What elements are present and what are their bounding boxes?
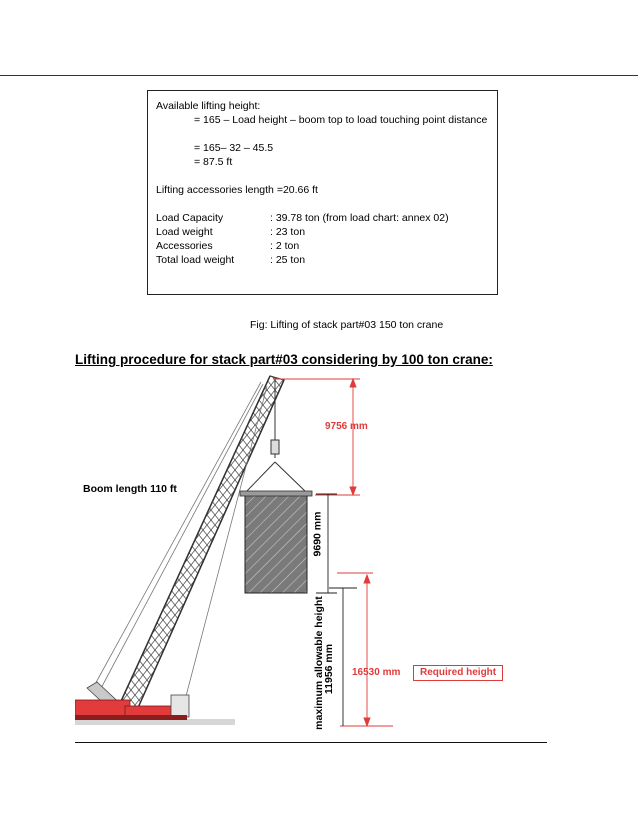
row-value-accessories: : 2 ton: [270, 240, 300, 252]
crane-drawing: [75, 370, 545, 740]
calc-line-substitution: = 165– 32 – 45.5: [194, 142, 274, 154]
top-dimension-label: 9756 mm: [325, 421, 368, 432]
figure-caption: Fig: Lifting of stack part#03 150 ton crane: [250, 319, 444, 331]
calc-line-formula: = 165 – Load height – boom top to load touching point distance: [194, 114, 488, 126]
row-label-load-capacity: Load Capacity: [156, 212, 224, 224]
boom-length-label: Boom length 110 ft: [83, 483, 177, 495]
row-label-total-load: Total load weight: [156, 254, 235, 266]
stack-load: [245, 494, 307, 593]
load-lifting-beam: [240, 491, 312, 496]
max-height-label: maximum allowable height: [312, 596, 325, 730]
required-height-label: Required height: [413, 665, 503, 681]
crane-figure: [75, 370, 545, 740]
calculation-box: [147, 90, 498, 295]
calc-line-result: = 87.5 ft: [194, 156, 233, 168]
calc-line-accessories-length: Lifting accessories length =20.66 ft: [156, 184, 318, 196]
calc-line-available-height: Available lifting height:: [156, 100, 261, 112]
bottom-dimension-label: 16530 mm: [352, 667, 401, 678]
row-value-load-capacity: : 39.78 ton (from load chart: annex 02): [270, 212, 449, 224]
header-rule: [0, 75, 638, 76]
row-value-load-weight: : 23 ton: [270, 226, 306, 238]
footer-rule: [75, 742, 547, 743]
load-height-dimension-label: 9690 mm: [311, 511, 324, 557]
max-height-value: 11956 mm: [323, 643, 336, 695]
boom-pendant-lines: [93, 382, 267, 700]
row-label-load-weight: Load weight: [156, 226, 213, 238]
row-label-accessories: Accessories: [156, 240, 213, 252]
row-value-total-load: : 25 ton: [270, 254, 306, 266]
section-heading: Lifting procedure for stack part#03 considering by 100 ton crane:: [75, 352, 493, 367]
